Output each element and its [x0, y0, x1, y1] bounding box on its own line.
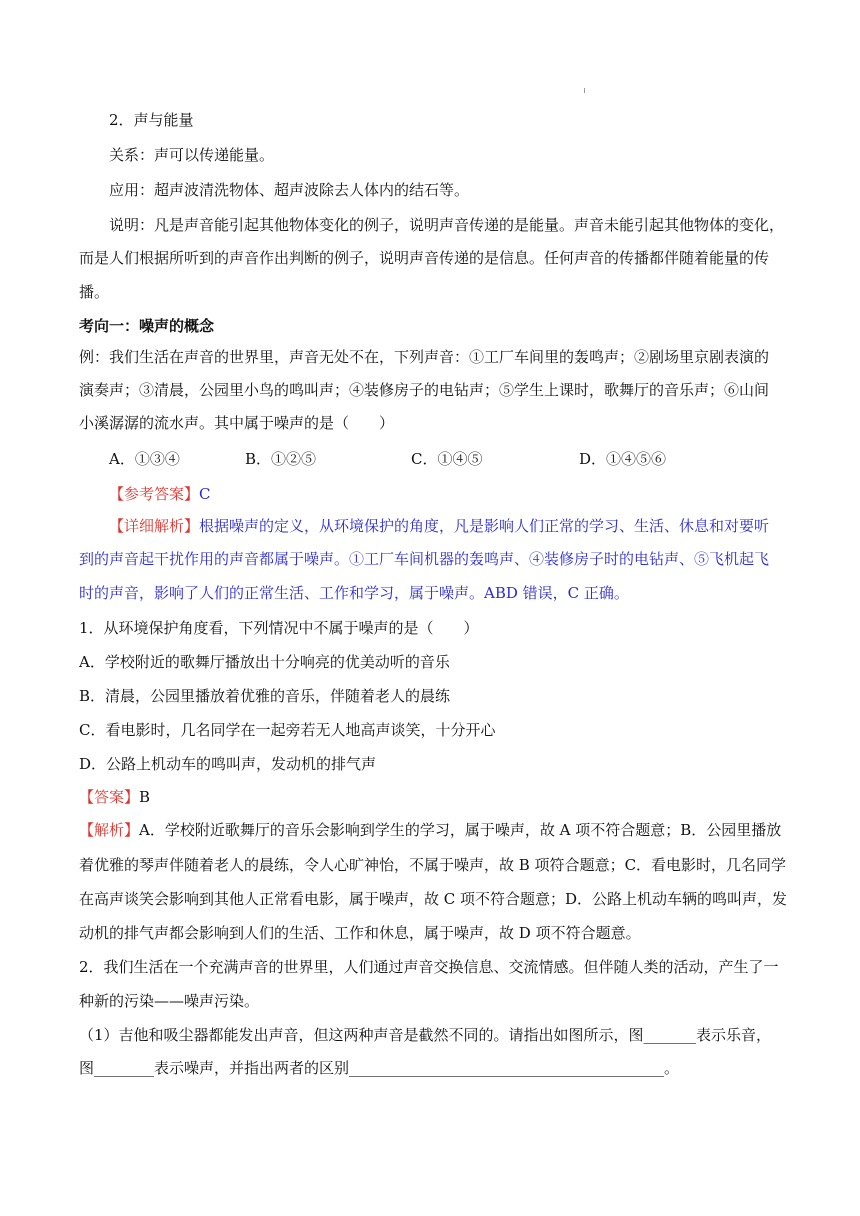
answer-value: C	[199, 485, 211, 503]
answer-label: 【答案】	[79, 788, 140, 806]
example-option-d: D．①④⑤⑥	[579, 450, 667, 468]
analysis-label: 【解析】	[79, 821, 140, 839]
section-note-line: 说明：凡是声音能引起其他物体变化的例子，说明声音传递的是能量。声音未能引起其他物体的变化，	[109, 216, 785, 234]
question2-sub1-line: 图________表示噪声，并指出两者的区别__________________________________________。	[79, 1059, 680, 1077]
question1-analysis-line	[79, 820, 781, 840]
answer-label: 【参考答案】	[109, 485, 200, 503]
example-analysis-line: 时的声音，影响了人们的正常生活、工作和学习，属于噪声。ABD 错误，C 正确。	[79, 584, 629, 602]
section-heading: 2．声与能量	[109, 111, 194, 129]
analysis-label: 【详细解析】	[109, 517, 200, 535]
example-option-b: B．①②⑤	[245, 450, 317, 468]
example-line: 例：我们生活在声音的世界里，声音无处不在，下列声音：①工厂车间里的轰鸣声；②剧场里京剧表演的	[79, 348, 770, 366]
question1-analysis-line: 着优雅的琴声伴随着老人的晨练，令人心旷神怡，不属于噪声，故 B 项符合题意；C．看电影时，几名同学	[79, 856, 787, 874]
page-mark	[584, 88, 585, 93]
example-option-c: C．①④⑤	[411, 450, 483, 468]
section-note-line: 而是人们根据所听到的声音作出判断的例子，说明声音传递的是信息。任何声音的传播都伴随着能量的传	[79, 249, 770, 267]
example-answer	[109, 484, 211, 504]
question2-stem-line: 种新的污染——噪声污染。	[79, 992, 260, 1010]
question1-option-c: C．看电影时，几名同学在一起旁若无人地高声谈笑，十分开心	[79, 721, 496, 739]
answer-value: B	[139, 788, 151, 806]
section-relation: 关系：声可以传递能量。	[109, 146, 275, 164]
question1-answer	[79, 787, 150, 807]
section-application: 应用：超声波清洗物体、超声波除去人体内的结石等。	[109, 181, 470, 199]
question1-option-a: A．学校附近的歌舞厅播放出十分响亮的优美动听的音乐	[79, 653, 450, 671]
analysis-text: 根据噪声的定义，从环境保护的角度，凡是影响人们正常的学习、生活、休息和对要听	[199, 517, 770, 535]
example-line: 小溪潺潺的流水声。其中属于噪声的是（ ）	[79, 414, 395, 432]
question2-sub1-line: （1）吉他和吸尘器都能发出声音，但这两种声音是截然不同的。请指出如图所示，图_______表示乐音，	[79, 1026, 772, 1044]
example-option-a: A．①③④	[109, 450, 180, 468]
question1-analysis-line: 在高声谈笑会影响到其他人正常看电影，属于噪声，故 C 项不符合题意；D．公路上机动车辆的鸣叫声，发	[79, 890, 788, 908]
topic-title: 考向一：噪声的概念	[79, 317, 215, 335]
question1-option-b: B．清晨，公园里播放着优雅的音乐，伴随着老人的晨练	[79, 687, 451, 705]
question2-stem-line: 2．我们生活在一个充满声音的世界里，人们通过声音交换信息、交流情感。但伴随人类的活动，产生了一	[79, 958, 779, 976]
question1-analysis-line: 动机的排气声都会影响到人们的生活、工作和休息，属于噪声，故 D 项不符合题意。	[79, 924, 641, 942]
example-line: 演奏声；③清晨，公园里小鸟的鸣叫声；④装修房子的电钻声；⑤学生上课时，歌舞厅的音乐声；⑥山间	[79, 381, 770, 399]
example-analysis-line	[109, 516, 769, 536]
question1-stem: 1．从环境保护角度看，下列情况中不属于噪声的是（ ）	[79, 619, 479, 637]
question1-option-d: D．公路上机动车的鸣叫声，发动机的排气声	[79, 755, 377, 773]
example-analysis-line: 到的声音起干扰作用的声音都属于噪声。①工厂车间机器的轰鸣声、④装修房子时的电钻声、⑤飞机起飞	[79, 550, 770, 568]
section-note-line: 播。	[79, 283, 110, 301]
analysis-text: A．学校附近歌舞厅的音乐会影响到学生的学习，属于噪声，故 A 项不符合题意；B．公园里播放	[139, 821, 782, 839]
